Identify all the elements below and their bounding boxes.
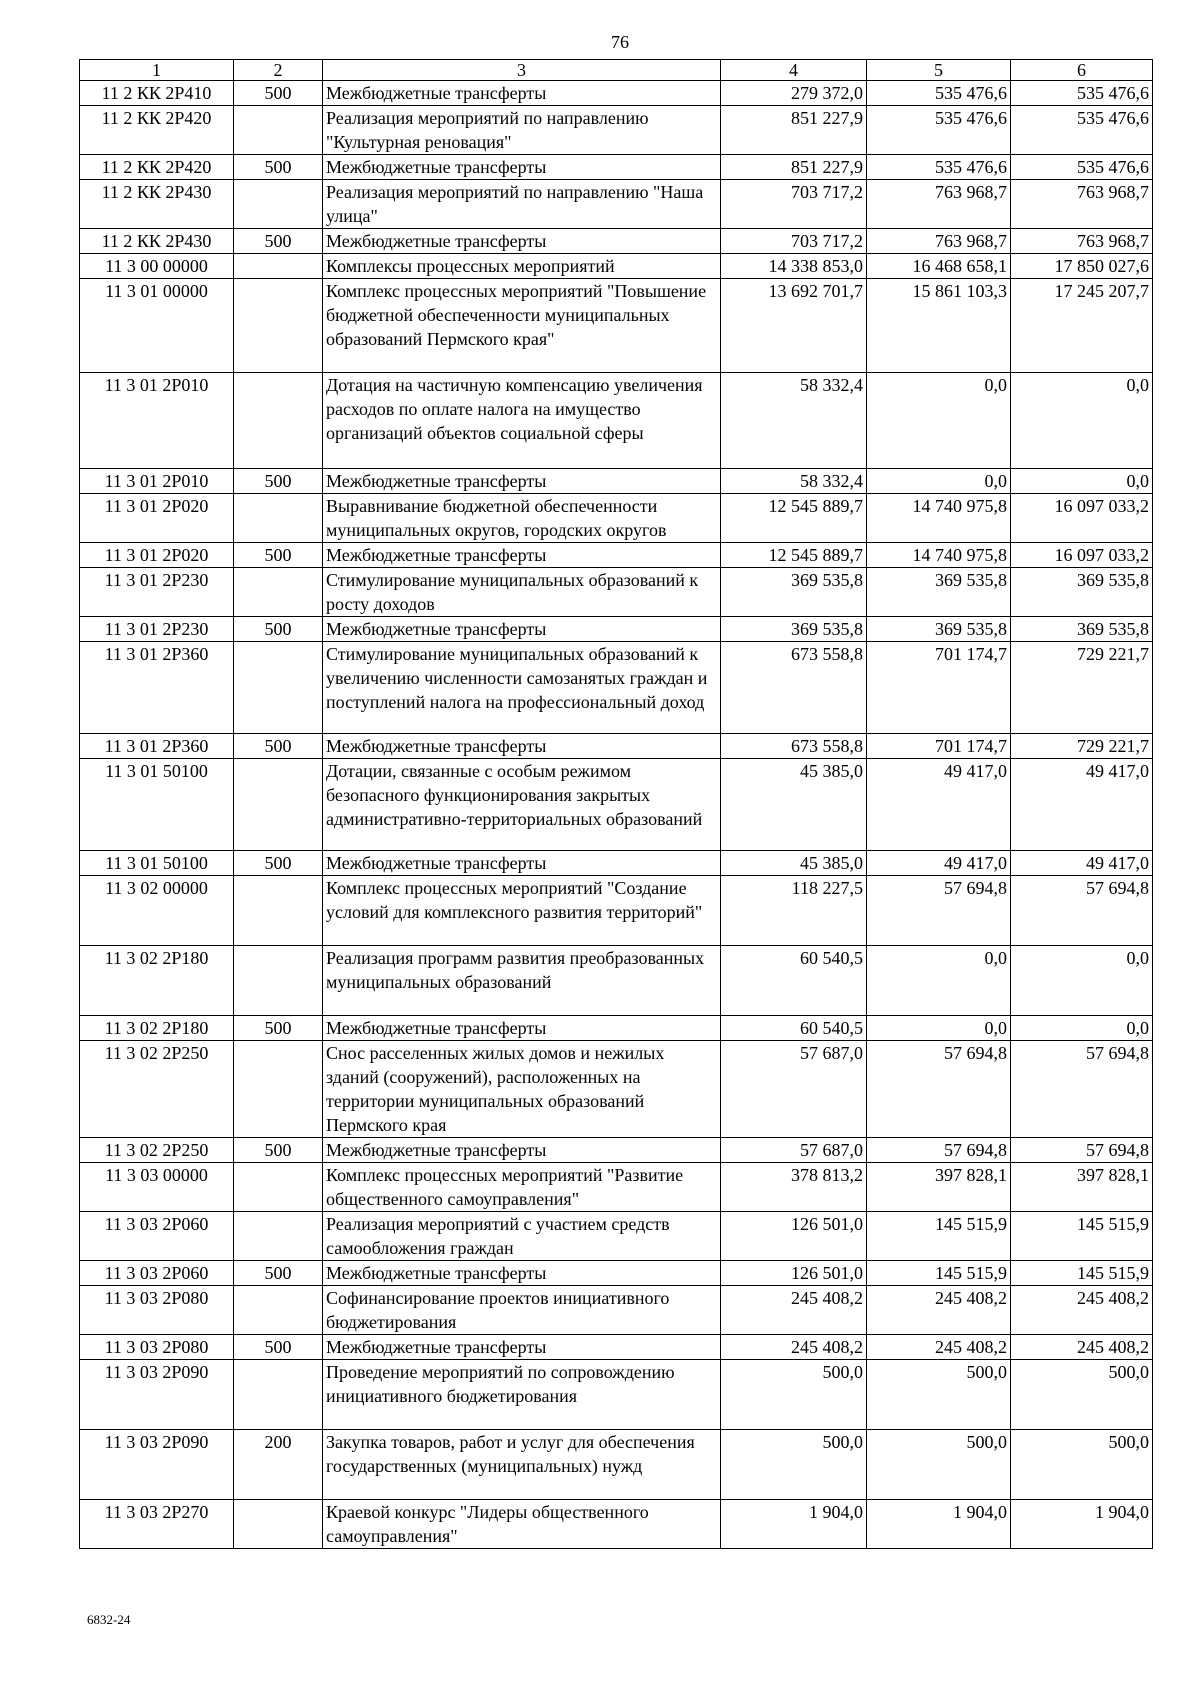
cell-value-2: 145 515,9	[867, 1212, 1011, 1261]
cell-value-2: 15 861 103,3	[867, 279, 1011, 373]
cell-value-1: 126 501,0	[721, 1261, 867, 1286]
cell-expense-type: 500	[234, 1016, 323, 1041]
cell-code: 11 2 КК 2Р410	[80, 81, 234, 106]
cell-value-2: 57 694,8	[867, 876, 1011, 946]
cell-name: Снос расселенных жилых домов и нежилых зданий (сооружений), расположенных на территории муниципальных образований Пермского края	[323, 1041, 721, 1138]
cell-expense-type: 200	[234, 1430, 323, 1500]
cell-value-2: 369 535,8	[867, 568, 1011, 617]
cell-code: 11 3 03 2Р080	[80, 1335, 234, 1360]
cell-value-2: 57 694,8	[867, 1041, 1011, 1138]
cell-value-1: 60 540,5	[721, 1016, 867, 1041]
cell-code: 11 3 02 2Р250	[80, 1041, 234, 1138]
cell-expense-type	[234, 373, 323, 469]
cell-name: Комплекс процессных мероприятий "Повышение бюджетной обеспеченности муниципальных образований Пермского края"	[323, 279, 721, 373]
cell-expense-type	[234, 1212, 323, 1261]
cell-value-2: 500,0	[867, 1430, 1011, 1500]
cell-expense-type: 500	[234, 1138, 323, 1163]
cell-name: Проведение мероприятий по сопровождению инициативного бюджетирования	[323, 1360, 721, 1430]
table-row	[80, 1212, 1153, 1261]
cell-value-2: 0,0	[867, 946, 1011, 1016]
table-row	[80, 373, 1153, 469]
cell-value-3: 0,0	[1011, 469, 1153, 494]
cell-expense-type: 500	[234, 469, 323, 494]
cell-value-1: 13 692 701,7	[721, 279, 867, 373]
cell-value-3: 49 417,0	[1011, 851, 1153, 876]
cell-value-1: 57 687,0	[721, 1041, 867, 1138]
cell-name: Стимулирование муниципальных образований к увеличению численности самозанятых граждан и поступлений налога на профессиональный доход	[323, 642, 721, 734]
cell-value-2: 14 740 975,8	[867, 543, 1011, 568]
cell-value-3: 245 408,2	[1011, 1335, 1153, 1360]
cell-expense-type	[234, 1041, 323, 1138]
cell-expense-type	[234, 254, 323, 279]
column-header-name: 3	[323, 60, 721, 81]
cell-name: Межбюджетные трансферты	[323, 617, 721, 642]
cell-value-3: 763 968,7	[1011, 180, 1153, 229]
cell-value-3: 16 097 033,2	[1011, 494, 1153, 543]
cell-value-2: 0,0	[867, 373, 1011, 469]
cell-name: Межбюджетные трансферты	[323, 543, 721, 568]
table-row	[80, 106, 1153, 155]
table-row	[80, 1430, 1153, 1500]
cell-value-3: 17 850 027,6	[1011, 254, 1153, 279]
cell-name: Межбюджетные трансферты	[323, 81, 721, 106]
cell-value-2: 701 174,7	[867, 734, 1011, 759]
cell-code: 11 3 03 2Р060	[80, 1212, 234, 1261]
header-row	[80, 60, 1153, 81]
table-row	[80, 759, 1153, 851]
cell-value-3: 57 694,8	[1011, 876, 1153, 946]
cell-value-3: 500,0	[1011, 1430, 1153, 1500]
cell-code: 11 3 01 2Р360	[80, 642, 234, 734]
cell-value-1: 1 904,0	[721, 1500, 867, 1549]
cell-code: 11 3 02 00000	[80, 876, 234, 946]
cell-value-2: 369 535,8	[867, 617, 1011, 642]
cell-value-2: 16 468 658,1	[867, 254, 1011, 279]
cell-expense-type: 500	[234, 851, 323, 876]
cell-value-3: 245 408,2	[1011, 1286, 1153, 1335]
cell-value-3: 1 904,0	[1011, 1500, 1153, 1549]
cell-name: Комплекс процессных мероприятий "Создание условий для комплексного развития территорий"	[323, 876, 721, 946]
cell-code: 11 2 КК 2Р430	[80, 180, 234, 229]
page-number: 76	[611, 32, 629, 52]
table-row	[80, 1041, 1153, 1138]
cell-value-3: 17 245 207,7	[1011, 279, 1153, 373]
cell-code: 11 3 01 2Р230	[80, 568, 234, 617]
column-header-value-3: 6	[1011, 60, 1153, 81]
cell-value-3: 49 417,0	[1011, 759, 1153, 851]
cell-name: Межбюджетные трансферты	[323, 1261, 721, 1286]
cell-value-1: 703 717,2	[721, 229, 867, 254]
cell-name: Реализация программ развития преобразованных муниципальных образований	[323, 946, 721, 1016]
cell-name: Дотация на частичную компенсацию увеличения расходов по оплате налога на имущество организаций объектов социальной сферы	[323, 373, 721, 469]
cell-expense-type	[234, 106, 323, 155]
cell-value-1: 851 227,9	[721, 155, 867, 180]
cell-code: 11 3 02 2Р250	[80, 1138, 234, 1163]
cell-name: Выравнивание бюджетной обеспеченности муниципальных округов, городских округов	[323, 494, 721, 543]
cell-name: Реализация мероприятий с участием средств самообложения граждан	[323, 1212, 721, 1261]
cell-code: 11 2 КК 2Р420	[80, 155, 234, 180]
table-row	[80, 1163, 1153, 1212]
cell-expense-type	[234, 642, 323, 734]
cell-name: Краевой конкурс "Лидеры общественного самоуправления"	[323, 1500, 721, 1549]
cell-value-1: 57 687,0	[721, 1138, 867, 1163]
cell-name: Межбюджетные трансферты	[323, 1016, 721, 1041]
cell-code: 11 3 01 2Р010	[80, 469, 234, 494]
cell-code: 11 3 01 2Р020	[80, 494, 234, 543]
cell-expense-type	[234, 568, 323, 617]
cell-code: 11 3 01 50100	[80, 759, 234, 851]
cell-value-1: 851 227,9	[721, 106, 867, 155]
cell-value-3: 145 515,9	[1011, 1261, 1153, 1286]
table-row	[80, 229, 1153, 254]
cell-value-2: 0,0	[867, 1016, 1011, 1041]
cell-expense-type: 500	[234, 1261, 323, 1286]
cell-value-1: 58 332,4	[721, 469, 867, 494]
cell-name: Реализация мероприятий по направлению "Наша улица"	[323, 180, 721, 229]
cell-value-1: 500,0	[721, 1360, 867, 1430]
cell-value-1: 12 545 889,7	[721, 543, 867, 568]
cell-value-2: 245 408,2	[867, 1335, 1011, 1360]
table-row	[80, 1335, 1153, 1360]
table-row	[80, 155, 1153, 180]
cell-value-1: 45 385,0	[721, 851, 867, 876]
cell-value-3: 0,0	[1011, 946, 1153, 1016]
table-row	[80, 279, 1153, 373]
cell-expense-type: 500	[234, 81, 323, 106]
cell-value-1: 378 813,2	[721, 1163, 867, 1212]
table-row	[80, 494, 1153, 543]
cell-value-2: 701 174,7	[867, 642, 1011, 734]
cell-value-3: 145 515,9	[1011, 1212, 1153, 1261]
cell-expense-type	[234, 1163, 323, 1212]
cell-value-1: 14 338 853,0	[721, 254, 867, 279]
cell-value-3: 16 097 033,2	[1011, 543, 1153, 568]
cell-value-3: 57 694,8	[1011, 1138, 1153, 1163]
cell-value-3: 369 535,8	[1011, 568, 1153, 617]
table-row	[80, 1016, 1153, 1041]
cell-expense-type: 500	[234, 155, 323, 180]
column-header-code: 1	[80, 60, 234, 81]
cell-code: 11 3 01 2Р360	[80, 734, 234, 759]
table-row	[80, 642, 1153, 734]
cell-name: Межбюджетные трансферты	[323, 734, 721, 759]
cell-expense-type	[234, 180, 323, 229]
cell-code: 11 3 03 2Р060	[80, 1261, 234, 1286]
cell-value-3: 763 968,7	[1011, 229, 1153, 254]
cell-value-3: 0,0	[1011, 1016, 1153, 1041]
cell-expense-type	[234, 1286, 323, 1335]
cell-value-1: 126 501,0	[721, 1212, 867, 1261]
cell-expense-type	[234, 494, 323, 543]
cell-name: Межбюджетные трансферты	[323, 851, 721, 876]
cell-name: Стимулирование муниципальных образований к росту доходов	[323, 568, 721, 617]
table-row	[80, 1360, 1153, 1430]
cell-expense-type	[234, 279, 323, 373]
cell-value-3: 535 476,6	[1011, 106, 1153, 155]
cell-code: 11 3 03 2Р080	[80, 1286, 234, 1335]
cell-name: Межбюджетные трансферты	[323, 155, 721, 180]
cell-code: 11 3 01 2Р230	[80, 617, 234, 642]
cell-value-3: 57 694,8	[1011, 1041, 1153, 1138]
table-row	[80, 1261, 1153, 1286]
cell-name: Межбюджетные трансферты	[323, 1138, 721, 1163]
cell-code: 11 3 03 00000	[80, 1163, 234, 1212]
cell-expense-type	[234, 876, 323, 946]
table-row	[80, 1500, 1153, 1549]
cell-value-1: 118 227,5	[721, 876, 867, 946]
cell-value-2: 49 417,0	[867, 851, 1011, 876]
cell-value-2: 1 904,0	[867, 1500, 1011, 1549]
cell-value-3: 397 828,1	[1011, 1163, 1153, 1212]
cell-value-1: 703 717,2	[721, 180, 867, 229]
cell-name: Межбюджетные трансферты	[323, 469, 721, 494]
cell-name: Межбюджетные трансферты	[323, 229, 721, 254]
column-header-value-1: 4	[721, 60, 867, 81]
cell-code: 11 3 01 00000	[80, 279, 234, 373]
cell-value-2: 763 968,7	[867, 229, 1011, 254]
cell-value-1: 369 535,8	[721, 617, 867, 642]
cell-expense-type	[234, 1500, 323, 1549]
column-header-type: 2	[234, 60, 323, 81]
cell-value-2: 535 476,6	[867, 155, 1011, 180]
cell-value-2: 763 968,7	[867, 180, 1011, 229]
table-row	[80, 469, 1153, 494]
table-body	[80, 81, 1153, 1549]
cell-value-1: 369 535,8	[721, 568, 867, 617]
column-header-value-2: 5	[867, 60, 1011, 81]
cell-code: 11 3 01 2Р010	[80, 373, 234, 469]
cell-value-1: 60 540,5	[721, 946, 867, 1016]
cell-name: Дотации, связанные с особым режимом безопасного функционирования закрытых административно-территориальных образований	[323, 759, 721, 851]
cell-name: Межбюджетные трансферты	[323, 1335, 721, 1360]
table-row	[80, 1138, 1153, 1163]
cell-value-2: 145 515,9	[867, 1261, 1011, 1286]
cell-expense-type: 500	[234, 617, 323, 642]
cell-code: 11 2 КК 2Р420	[80, 106, 234, 155]
cell-value-1: 245 408,2	[721, 1335, 867, 1360]
cell-code: 11 2 КК 2Р430	[80, 229, 234, 254]
table-row	[80, 254, 1153, 279]
table-row	[80, 543, 1153, 568]
table-row	[80, 81, 1153, 106]
table-row	[80, 180, 1153, 229]
cell-code: 11 3 01 50100	[80, 851, 234, 876]
cell-value-1: 279 372,0	[721, 81, 867, 106]
cell-value-3: 535 476,6	[1011, 155, 1153, 180]
cell-code: 11 3 01 2Р020	[80, 543, 234, 568]
cell-value-1: 45 385,0	[721, 759, 867, 851]
cell-code: 11 3 03 2Р270	[80, 1500, 234, 1549]
footer-code: 6832-24	[87, 1612, 131, 1627]
cell-expense-type: 500	[234, 229, 323, 254]
cell-value-2: 49 417,0	[867, 759, 1011, 851]
cell-value-2: 0,0	[867, 469, 1011, 494]
cell-value-1: 500,0	[721, 1430, 867, 1500]
cell-value-1: 245 408,2	[721, 1286, 867, 1335]
cell-code: 11 3 03 2Р090	[80, 1430, 234, 1500]
cell-name: Софинансирование проектов инициативного бюджетирования	[323, 1286, 721, 1335]
cell-value-2: 245 408,2	[867, 1286, 1011, 1335]
cell-value-1: 58 332,4	[721, 373, 867, 469]
cell-value-2: 14 740 975,8	[867, 494, 1011, 543]
cell-name: Комплекс процессных мероприятий "Развитие общественного самоуправления"	[323, 1163, 721, 1212]
cell-code: 11 3 00 00000	[80, 254, 234, 279]
cell-expense-type: 500	[234, 1335, 323, 1360]
cell-value-3: 729 221,7	[1011, 734, 1153, 759]
cell-expense-type	[234, 759, 323, 851]
cell-code: 11 3 03 2Р090	[80, 1360, 234, 1430]
cell-value-1: 12 545 889,7	[721, 494, 867, 543]
table-row	[80, 851, 1153, 876]
table-row	[80, 946, 1153, 1016]
table-row	[80, 734, 1153, 759]
cell-value-1: 673 558,8	[721, 734, 867, 759]
cell-code: 11 3 02 2Р180	[80, 946, 234, 1016]
cell-value-3: 729 221,7	[1011, 642, 1153, 734]
cell-value-3: 535 476,6	[1011, 81, 1153, 106]
cell-expense-type: 500	[234, 543, 323, 568]
cell-value-3: 500,0	[1011, 1360, 1153, 1430]
cell-expense-type	[234, 946, 323, 1016]
cell-value-2: 57 694,8	[867, 1138, 1011, 1163]
table-row	[80, 617, 1153, 642]
cell-value-2: 535 476,6	[867, 106, 1011, 155]
cell-value-2: 535 476,6	[867, 81, 1011, 106]
cell-value-2: 500,0	[867, 1360, 1011, 1430]
cell-code: 11 3 02 2Р180	[80, 1016, 234, 1041]
table-row	[80, 568, 1153, 617]
cell-value-2: 397 828,1	[867, 1163, 1011, 1212]
cell-name: Комплексы процессных мероприятий	[323, 254, 721, 279]
cell-expense-type: 500	[234, 734, 323, 759]
cell-value-1: 673 558,8	[721, 642, 867, 734]
cell-value-3: 0,0	[1011, 373, 1153, 469]
budget-table	[79, 59, 1153, 1549]
cell-value-3: 369 535,8	[1011, 617, 1153, 642]
table-row	[80, 876, 1153, 946]
table-row	[80, 1286, 1153, 1335]
cell-name: Закупка товаров, работ и услуг для обеспечения государственных (муниципальных) нужд	[323, 1430, 721, 1500]
cell-expense-type	[234, 1360, 323, 1430]
cell-name: Реализация мероприятий по направлению "Культурная реновация"	[323, 106, 721, 155]
